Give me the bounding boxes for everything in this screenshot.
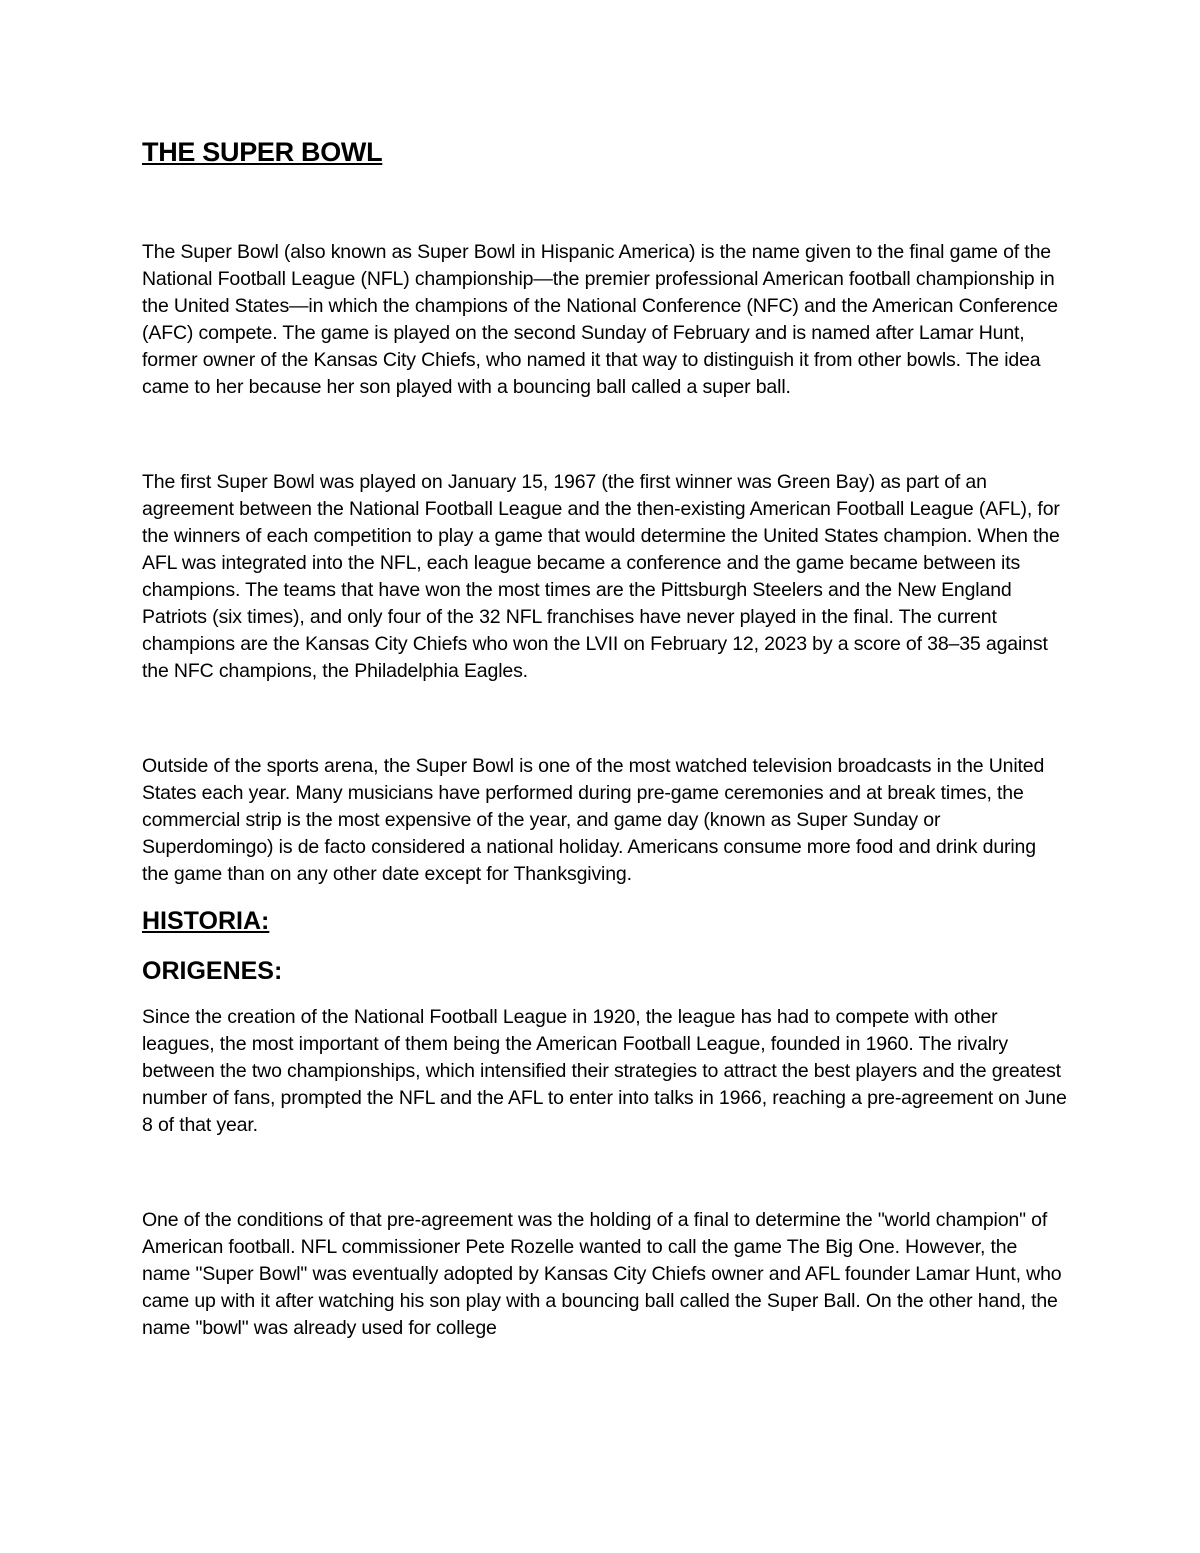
- heading-origenes: ORIGENES:: [142, 957, 283, 985]
- paragraph-origenes-1: Since the creation of the National Football League in 1920, the league has had to compete with other leagues, the most important of them being the American Football League, founded in 1960. The rivalry between the two championships, which intensified their strategies to attract the best players and the greatest number of fans, prompted the NFL and the AFL to enter into talks in 1966, reaching a pre-agreement on June 8 of that year.: [142, 1006, 1067, 1136]
- document-body: [142, 132, 1067, 1342]
- heading-historia: HISTORIA:: [142, 907, 270, 935]
- paragraph-intro-3: Outside of the sports arena, the Super Bowl is one of the most watched television broadcasts in the United States each year. Many musicians have performed during pre-game ceremonies and at break times, the commercial strip is the most expensive of the year, and game day (known as Super Sunday or Superdomingo) is de facto considered a national holiday. Americans consume more food and drink during the game than on any other date except for Thanksgiving.: [142, 755, 1045, 885]
- paragraph-origenes-2: One of the conditions of that pre-agreement was the holding of a final to determine the "world champion" of American football. NFL commissioner Pete Rozelle wanted to call the game The Big One. However, the name "Super Bowl" was eventually adopted by Kansas City Chiefs owner and AFL founder Lamar Hunt, who came up with it after watching his son play with a bouncing ball called the Super Ball. On the other hand, the name "bowl" was already used for college: [142, 1209, 1062, 1339]
- document-title: THE SUPER BOWL: [142, 137, 383, 167]
- paragraph-intro-2: The first Super Bowl was played on January 15, 1967 (the first winner was Green Bay) as part of an agreement between the National Football League and the then-existing American Football League (AFL), for the winners of each competition to play a game that would determine the United States champion. When the AFL was integrated into the NFL, each league became a conference and the game became between its champions. The teams that have won the most times are the Pittsburgh Steelers and the New England Patriots (six times), and only four of the 32 NFL franchises have never played in the final. The current champions are the Kansas City Chiefs who won the LVII on February 12, 2023 by a score of 38–35 against the NFC champions, the Philadelphia Eagles.: [142, 471, 1060, 682]
- paragraph-intro-1: The Super Bowl (also known as Super Bowl in Hispanic America) is the name given to the final game of the National Football League (NFL) championship—the premier professional American football championship in the United States—in which the champions of the National Conference (NFC) and the American Conference (AFC) compete. The game is played on the second Sunday of February and is named after Lamar Hunt, former owner of the Kansas City Chiefs, who named it that way to distinguish it from other bowls. The idea came to her because her son played with a bouncing ball called a super ball.: [142, 241, 1058, 398]
